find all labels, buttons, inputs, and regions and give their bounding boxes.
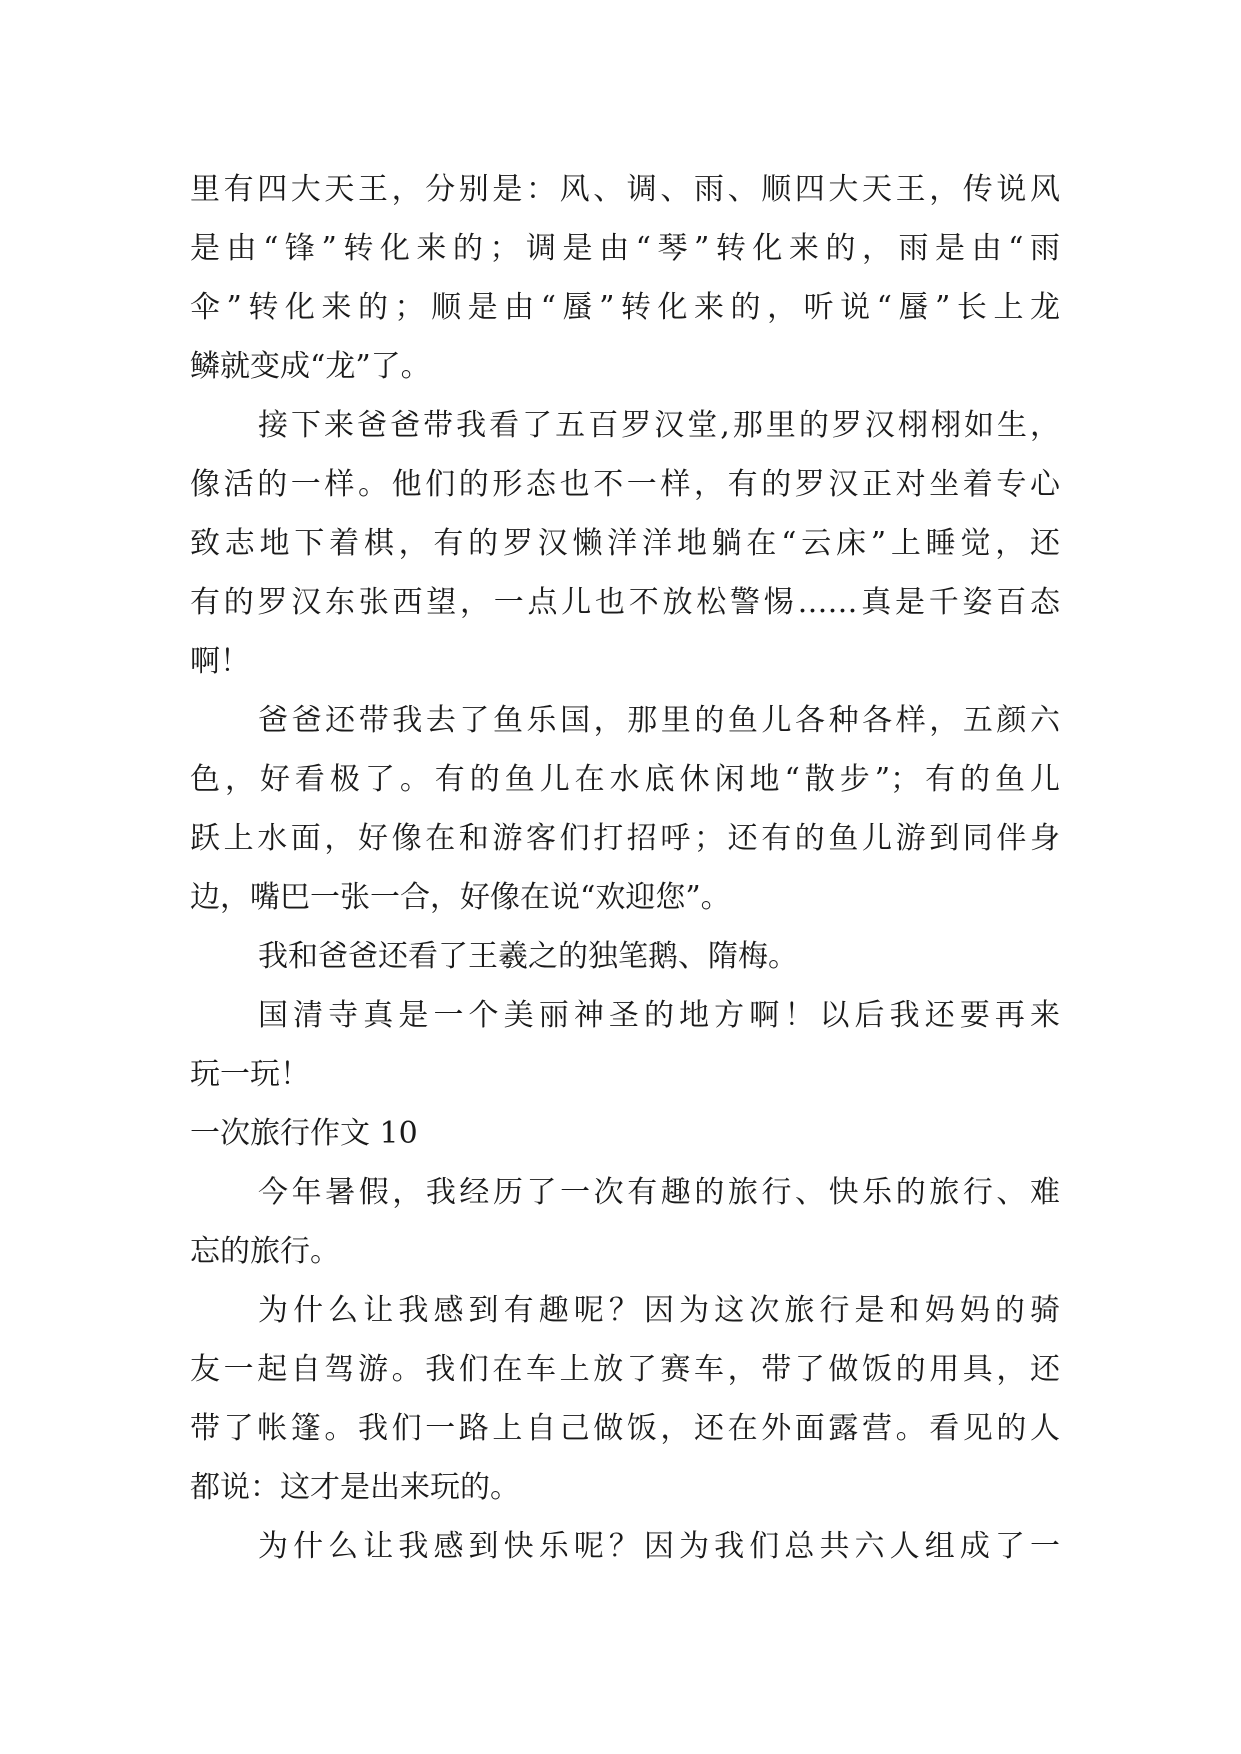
text-line: 色，好看极了。有的鱼儿在水底休闲地“散步”；有的鱼儿 <box>190 762 1060 797</box>
text-line: 伞”转化来的；顺是由“蜃”转化来的，听说“蜃”长上龙 <box>190 290 1060 325</box>
heading-text: 一次旅行作文 10 <box>190 1116 418 1151</box>
paragraph <box>190 1281 1060 1517</box>
text-line: 跃上水面，好像在和游客们打招呼；还有的鱼儿游到同伴身 <box>190 821 1060 856</box>
text-line: 都说：这才是出来玩的。 <box>190 1470 520 1505</box>
text-line: 里有四大天王，分别是：风、调、雨、顺四大天王，传说风 <box>190 172 1060 207</box>
paragraph <box>190 986 1060 1104</box>
text-line: 友一起自驾游。我们在车上放了赛车，带了做饭的用具，还 <box>190 1352 1060 1387</box>
paragraph <box>190 927 1060 986</box>
document-body <box>190 160 1060 1576</box>
paragraph <box>190 691 1060 927</box>
paragraph <box>190 1517 1060 1576</box>
text-line: 有的罗汉东张西望，一点儿也不放松警惕……真是千姿百态 <box>190 585 1060 620</box>
text-line: 爸爸还带我去了鱼乐国，那里的鱼儿各种各样，五颜六 <box>258 703 1060 738</box>
text-line: 接下来爸爸带我看了五百罗汉堂,那里的罗汉栩栩如生， <box>258 408 1060 443</box>
text-line: 致志地下着棋，有的罗汉懒洋洋地躺在“云床”上睡觉，还 <box>190 526 1060 561</box>
text-line: 边，嘴巴一张一合，好像在说“欢迎您”。 <box>190 880 731 915</box>
text-line: 我和爸爸还看了王羲之的独笔鹅、隋梅。 <box>258 939 798 974</box>
text-line: 啊！ <box>190 644 250 679</box>
text-line: 国清寺真是一个美丽神圣的地方啊！以后我还要再来 <box>258 998 1060 1033</box>
text-line: 鳞就变成“龙”了。 <box>190 349 431 384</box>
text-line: 今年暑假，我经历了一次有趣的旅行、快乐的旅行、难 <box>258 1175 1060 1210</box>
text-line: 像活的一样。他们的形态也不一样，有的罗汉正对坐着专心 <box>190 467 1060 502</box>
paragraph <box>190 160 1060 396</box>
text-line: 玩一玩！ <box>190 1057 310 1092</box>
essay-heading <box>190 1104 1060 1163</box>
text-line: 为什么让我感到快乐呢？因为我们总共六人组成了一 <box>258 1529 1060 1564</box>
paragraph <box>190 396 1060 691</box>
text-line: 是由“锋”转化来的；调是由“琴”转化来的，雨是由“雨 <box>190 231 1060 266</box>
text-line: 忘的旅行。 <box>190 1234 340 1269</box>
text-line: 为什么让我感到有趣呢？因为这次旅行是和妈妈的骑 <box>258 1293 1060 1328</box>
paragraph <box>190 1163 1060 1281</box>
text-line: 带了帐篷。我们一路上自己做饭，还在外面露营。看见的人 <box>190 1411 1060 1446</box>
